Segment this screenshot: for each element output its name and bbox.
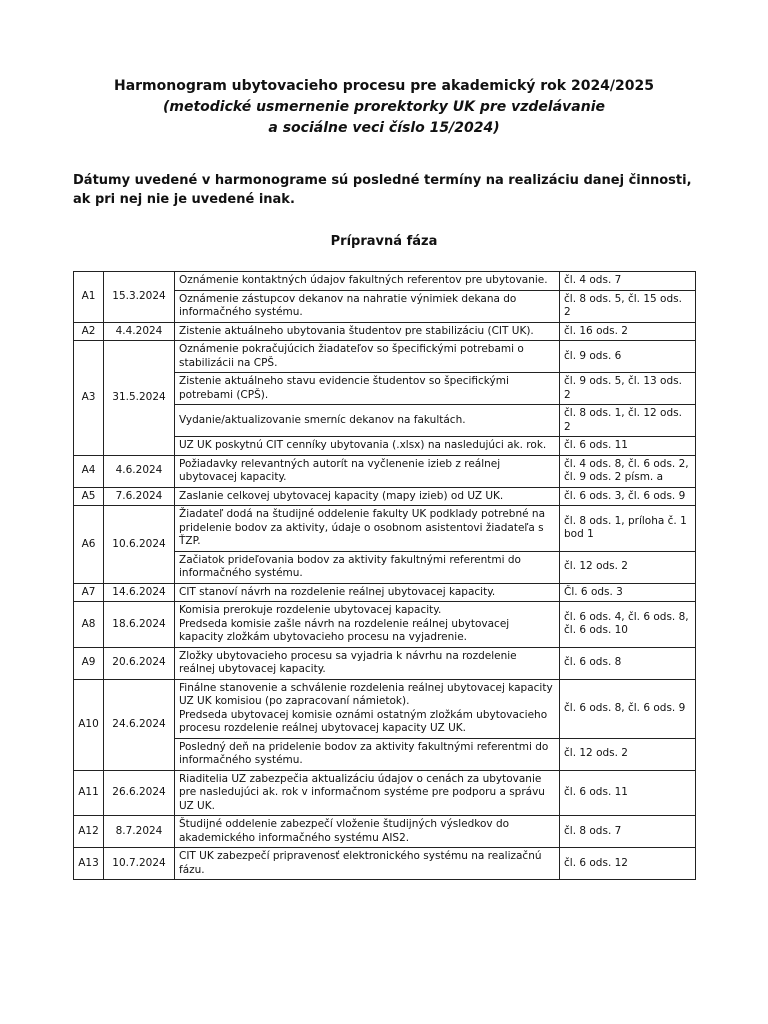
activity-code-cell: A3 — [74, 341, 104, 456]
table-row — [74, 848, 696, 880]
table-row — [74, 816, 696, 848]
regulation-reference-cell: čl. 6 ods. 12 — [560, 848, 696, 880]
intro-paragraph: Dátumy uvedené v harmonograme sú posledné termíny na realizáciu danej činnosti, ak pri nej nie je uvedené inak. — [73, 173, 692, 207]
schedule-table — [73, 271, 696, 880]
regulation-reference-cell: čl. 6 ods. 8, čl. 6 ods. 9 — [560, 679, 696, 738]
table-row — [74, 770, 696, 816]
table-row — [74, 679, 696, 738]
deadline-date-cell: 7.6.2024 — [104, 487, 175, 506]
regulation-reference-cell: čl. 12 ods. 2 — [560, 738, 696, 770]
activity-code-cell: A11 — [74, 770, 104, 816]
activity-description-cell: Študijné oddelenie zabezpečí vloženie študijných výsledkov do akademického informačného systému AIS2. — [175, 816, 560, 848]
deadline-date-cell: 26.6.2024 — [104, 770, 175, 816]
deadline-date-cell: 10.7.2024 — [104, 848, 175, 880]
activity-code-cell: A10 — [74, 679, 104, 770]
deadline-date-cell: 4.6.2024 — [104, 455, 175, 487]
activity-description-cell: UZ UK poskytnú CIT cenníky ubytovania (.xlsx) na nasledujúci ak. rok. — [175, 437, 560, 456]
regulation-reference-cell: čl. 6 ods. 11 — [560, 437, 696, 456]
regulation-reference-cell: čl. 4 ods. 8, čl. 6 ods. 2, čl. 9 ods. 2 písm. a — [560, 455, 696, 487]
regulation-reference-cell: čl. 6 ods. 8 — [560, 647, 696, 679]
regulation-reference-cell: čl. 8 ods. 1, čl. 12 ods. 2 — [560, 405, 696, 437]
activity-description-cell: CIT stanoví návrh na rozdelenie reálnej ubytovacej kapacity. — [175, 583, 560, 602]
table-row — [74, 322, 696, 341]
document-title: Harmonogram ubytovacieho procesu pre akademický rok 2024/2025 — [113, 78, 655, 94]
activity-code-cell: A13 — [74, 848, 104, 880]
table-row — [74, 583, 696, 602]
title-block — [0, 76, 768, 139]
deadline-date-cell: 31.5.2024 — [104, 341, 175, 456]
activity-code-cell: A6 — [74, 506, 104, 584]
deadline-date-cell: 14.6.2024 — [104, 583, 175, 602]
activity-description-cell: Komisia prerokuje rozdelenie ubytovacej kapacity. Predseda komisie zašle návrh na rozdelenie reálnej ubytovacej kapacity zložkám ubytovacieho procesu na vyjadrenie. — [175, 602, 560, 648]
activity-code-cell: A9 — [74, 647, 104, 679]
activity-code-cell: A8 — [74, 602, 104, 648]
document-subtitle-line1: (metodické usmernenie prorektorky UK pre vzdelávanie — [162, 99, 605, 115]
regulation-reference-cell: čl. 6 ods. 3, čl. 6 ods. 9 — [560, 487, 696, 506]
activity-description-cell: Požiadavky relevantných autorít na vyčlenenie izieb z reálnej ubytovacej kapacity. — [175, 455, 560, 487]
table-row — [74, 487, 696, 506]
activity-description-cell: Zaslanie celkovej ubytovacej kapacity (mapy izieb) od UZ UK. — [175, 487, 560, 506]
activity-description-cell: Začiatok prideľovania bodov za aktivity fakultnými referentmi do informačného systému. — [175, 551, 560, 583]
activity-description-cell: Posledný deň na pridelenie bodov za aktivity fakultnými referentmi do informačného systému. — [175, 738, 560, 770]
activity-description-cell: Oznámenie pokračujúcich žiadateľov so špecifickými potrebami o stabilizácii na CPŠ. — [175, 341, 560, 373]
activity-description-cell: Žiadateľ dodá na študijné oddelenie fakulty UK podklady potrebné na pridelenie bodov za aktivity, údaje o osobnom asistentovi žiadateľa s ŤZP. — [175, 506, 560, 552]
deadline-date-cell: 15.3.2024 — [104, 272, 175, 323]
activity-code-cell: A12 — [74, 816, 104, 848]
table-row — [74, 272, 696, 291]
regulation-reference-cell: čl. 9 ods. 6 — [560, 341, 696, 373]
deadline-date-cell: 8.7.2024 — [104, 816, 175, 848]
schedule-table-body — [74, 272, 696, 880]
activity-description-cell: Finálne stanovenie a schválenie rozdelenia reálnej ubytovacej kapacity UZ UK komisiou (po zapracovaní námietok). Predseda ubytovacej komisie oznámi ostatným zložkám ubytovacieho procesu rozdelenie reálnej ubytovacej kapacity UZ UK. — [175, 679, 560, 738]
regulation-reference-cell: čl. 6 ods. 4, čl. 6 ods. 8, čl. 6 ods. 10 — [560, 602, 696, 648]
activity-code-cell: A4 — [74, 455, 104, 487]
deadline-date-cell: 10.6.2024 — [104, 506, 175, 584]
regulation-reference-cell: čl. 12 ods. 2 — [560, 551, 696, 583]
activity-code-cell: A5 — [74, 487, 104, 506]
regulation-reference-cell: čl. 4 ods. 7 — [560, 272, 696, 291]
activity-description-cell: Riaditelia UZ zabezpečia aktualizáciu údajov o cenách za ubytovanie pre nasledujúci ak. rok v informačnom systéme pre podporu a správu UZ UK. — [175, 770, 560, 816]
regulation-reference-cell: čl. 6 ods. 11 — [560, 770, 696, 816]
deadline-date-cell: 24.6.2024 — [104, 679, 175, 770]
regulation-reference-cell: čl. 16 ods. 2 — [560, 322, 696, 341]
deadline-date-cell: 20.6.2024 — [104, 647, 175, 679]
document-subtitle-line2: a sociálne veci číslo 15/2024) — [268, 120, 500, 136]
regulation-reference-cell: Čl. 6 ods. 3 — [560, 583, 696, 602]
activity-code-cell: A1 — [74, 272, 104, 323]
deadline-date-cell: 4.4.2024 — [104, 322, 175, 341]
activity-description-cell: CIT UK zabezpečí pripravenosť elektronického systému na realizačnú fázu. — [175, 848, 560, 880]
section-heading: Prípravná fáza — [330, 234, 438, 249]
activity-description-cell: Zistenie aktuálneho stavu evidencie študentov so špecifickými potrebami (CPŠ). — [175, 373, 560, 405]
activity-description-cell: Zložky ubytovacieho procesu sa vyjadria k návrhu na rozdelenie reálnej ubytovacej kapacity. — [175, 647, 560, 679]
table-row — [74, 506, 696, 552]
activity-description-cell: Zistenie aktuálneho ubytovania študentov pre stabilizáciu (CIT UK). — [175, 322, 560, 341]
table-row — [74, 341, 696, 373]
activity-code-cell: A7 — [74, 583, 104, 602]
regulation-reference-cell: čl. 8 ods. 1, príloha č. 1 bod 1 — [560, 506, 696, 552]
activity-code-cell: A2 — [74, 322, 104, 341]
deadline-date-cell: 18.6.2024 — [104, 602, 175, 648]
regulation-reference-cell: čl. 9 ods. 5, čl. 13 ods. 2 — [560, 373, 696, 405]
activity-description-cell: Oznámenie zástupcov dekanov na nahratie výnimiek dekana do informačného systému. — [175, 290, 560, 322]
activity-description-cell: Oznámenie kontaktných údajov fakultných referentov pre ubytovanie. — [175, 272, 560, 291]
table-row — [74, 602, 696, 648]
activity-description-cell: Vydanie/aktualizovanie smerníc dekanov na fakultách. — [175, 405, 560, 437]
table-row — [74, 455, 696, 487]
regulation-reference-cell: čl. 8 ods. 5, čl. 15 ods. 2 — [560, 290, 696, 322]
table-row — [74, 647, 696, 679]
regulation-reference-cell: čl. 8 ods. 7 — [560, 816, 696, 848]
